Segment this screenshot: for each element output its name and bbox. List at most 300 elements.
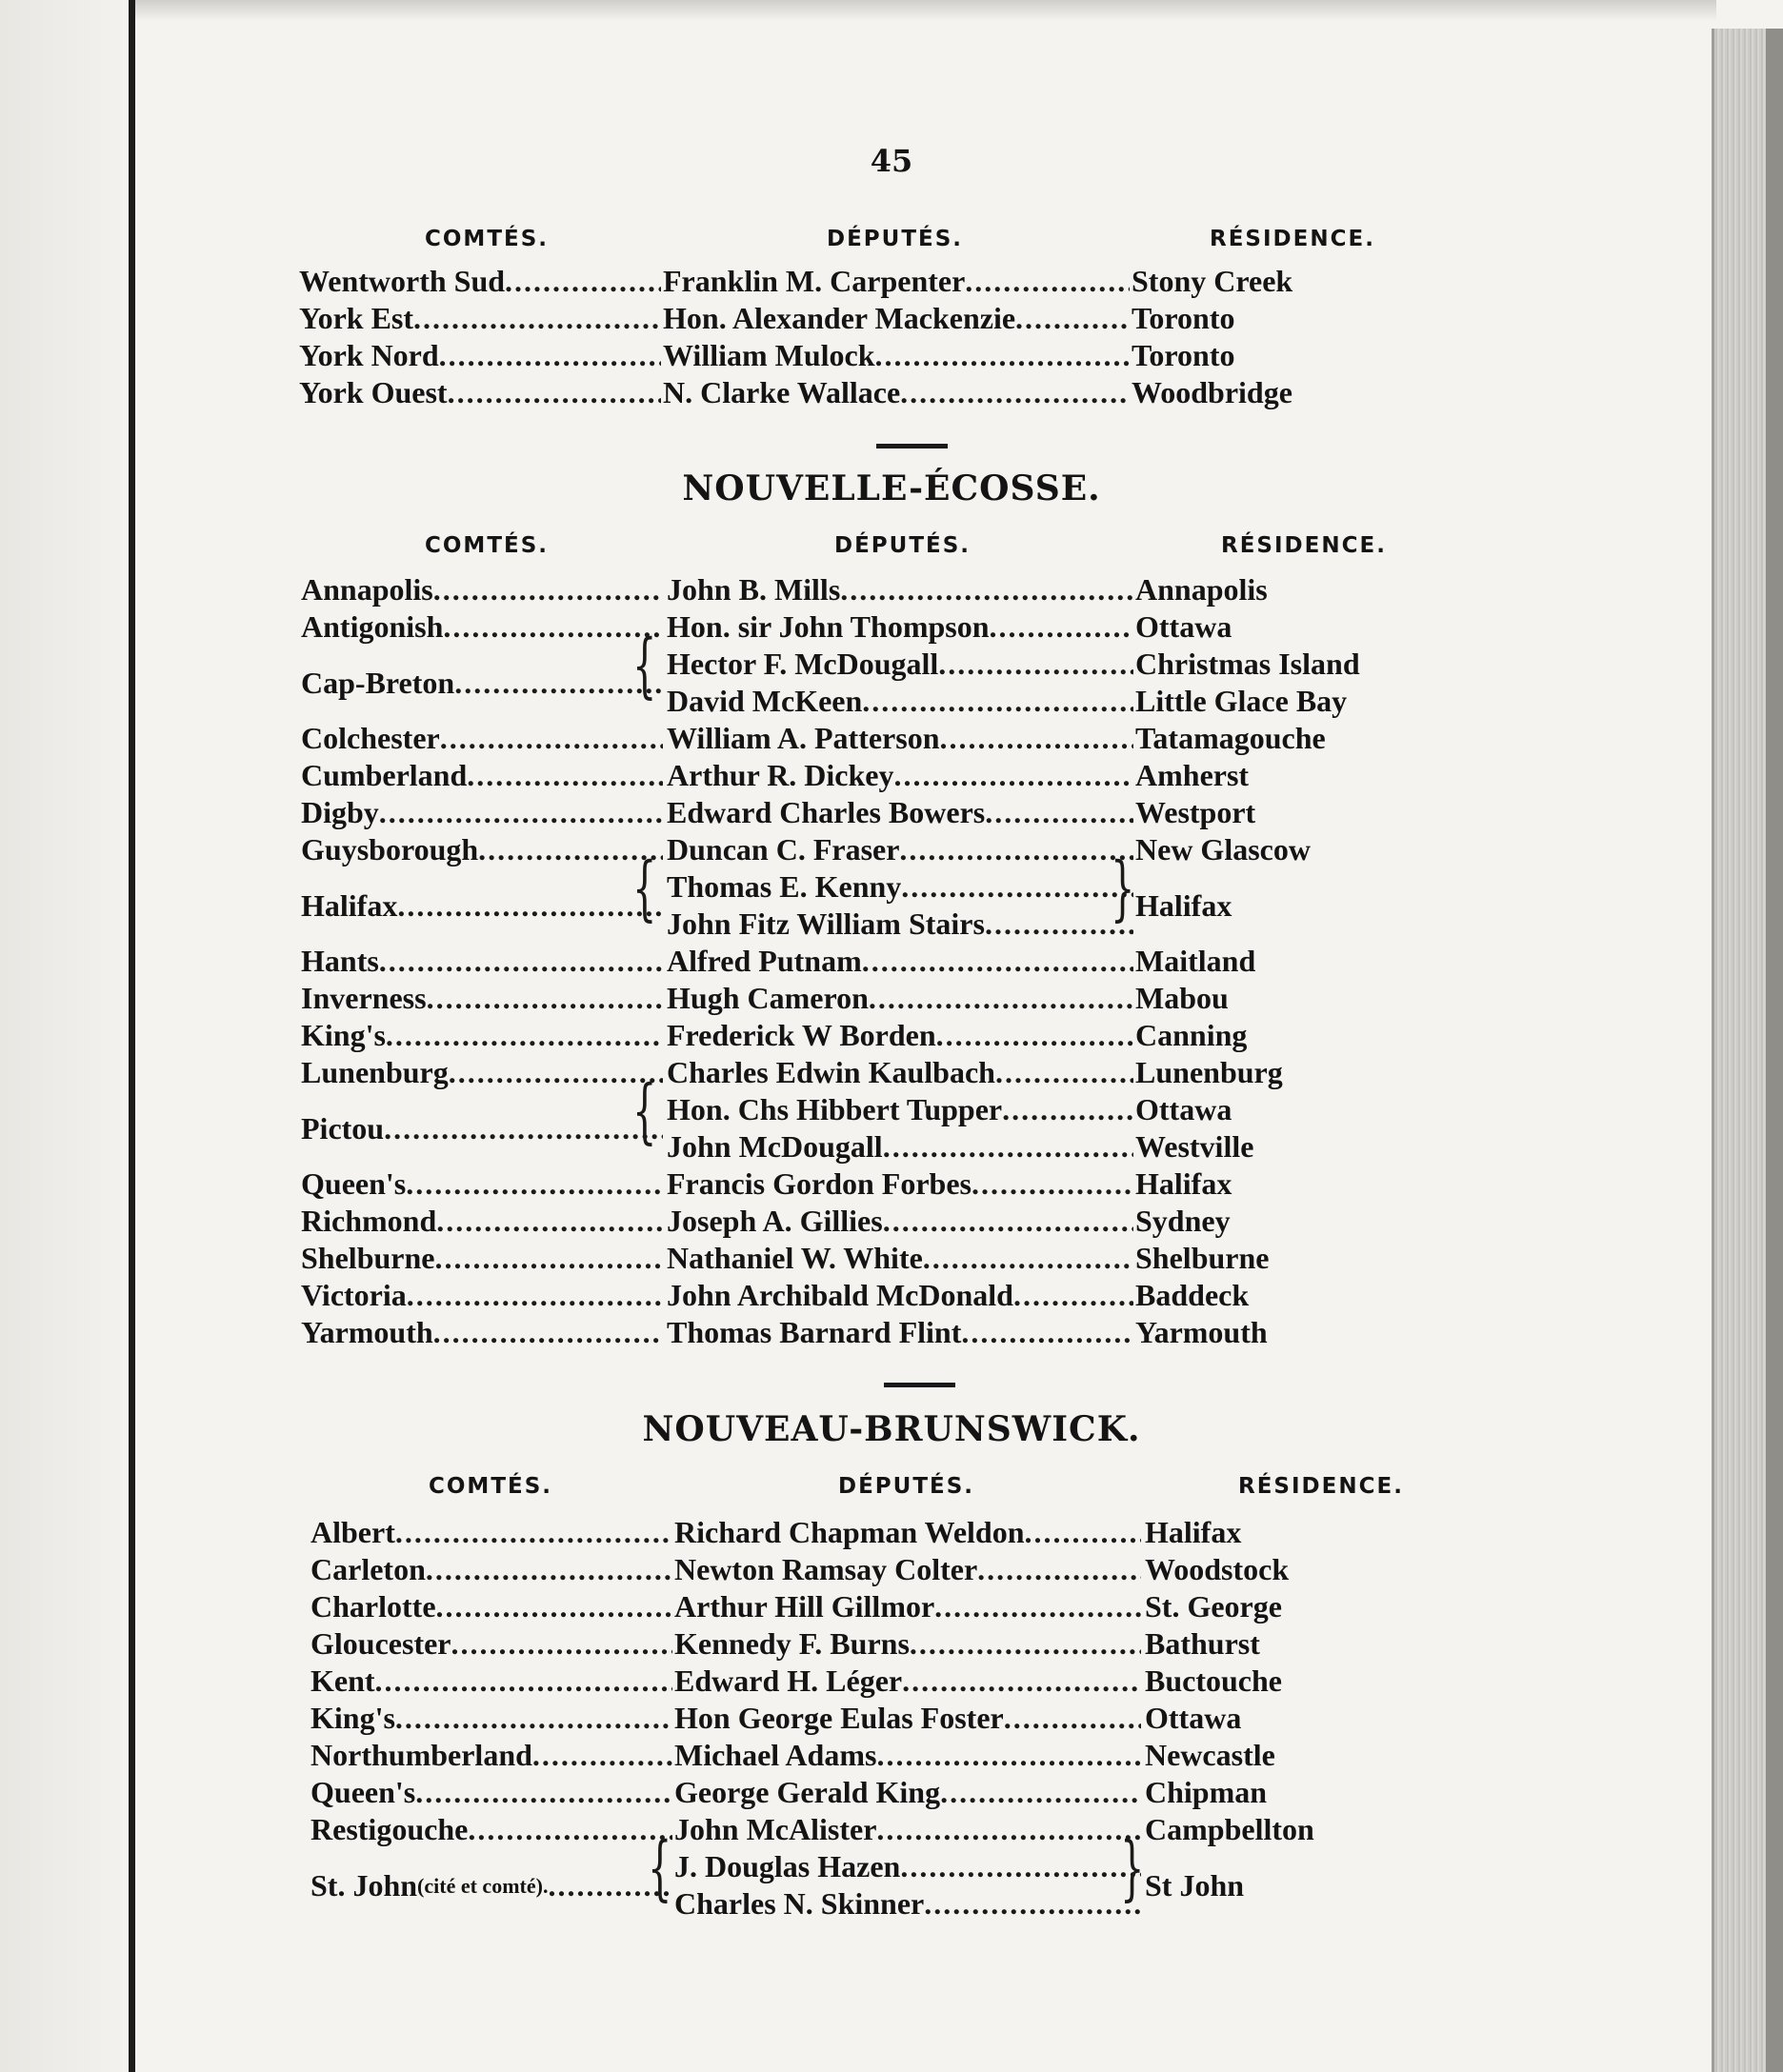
member-name-cell bbox=[674, 1700, 1141, 1737]
leader-dots bbox=[862, 943, 1133, 980]
leader-dots bbox=[883, 1128, 1133, 1166]
member-name-cell bbox=[674, 1848, 1141, 1885]
leader-dots bbox=[900, 1848, 1141, 1885]
leader-dots bbox=[901, 868, 1133, 906]
leader-dots bbox=[862, 683, 1133, 720]
residence-name-cell bbox=[1135, 683, 1459, 720]
residence-name-cell bbox=[1135, 720, 1459, 757]
member-name-cell bbox=[674, 1663, 1141, 1700]
member-name: Hon George Eulas Foster bbox=[674, 1701, 1004, 1735]
residence-name-cell bbox=[1135, 1054, 1459, 1091]
residence-name: Westport bbox=[1135, 795, 1256, 829]
table-row bbox=[0, 374, 1783, 411]
leader-dots bbox=[468, 1811, 672, 1848]
leader-dots bbox=[505, 263, 661, 300]
county-name-cell bbox=[311, 1663, 672, 1700]
table-row bbox=[0, 683, 1783, 720]
county-name: Hants bbox=[301, 944, 379, 978]
member-name-cell bbox=[667, 906, 1133, 943]
header-comtes: COMTÉS. bbox=[429, 1474, 553, 1499]
county-name-cell bbox=[301, 1314, 663, 1351]
residence-name: St John bbox=[1145, 1867, 1245, 1903]
member-name-cell bbox=[667, 608, 1133, 646]
leader-dots bbox=[900, 374, 1130, 411]
leader-dots bbox=[395, 1514, 672, 1551]
county-name-cell bbox=[299, 374, 661, 411]
table-row bbox=[0, 868, 1783, 923]
member-name-cell bbox=[667, 1091, 1133, 1128]
member-name: Edward H. Léger bbox=[674, 1664, 903, 1698]
leader-dots bbox=[899, 831, 1133, 868]
member-name: Richard Chapman Weldon bbox=[674, 1515, 1025, 1549]
county-name: Digby bbox=[301, 795, 379, 829]
residence-name: Ottawa bbox=[1145, 1701, 1242, 1735]
member-name: Kennedy F. Burns bbox=[674, 1626, 910, 1661]
county-name-cell bbox=[301, 608, 663, 646]
table-row bbox=[0, 1811, 1783, 1848]
brace-left: { bbox=[648, 1828, 672, 1910]
residence-name-cell bbox=[1145, 1737, 1469, 1774]
leader-dots bbox=[395, 1700, 672, 1737]
residence-name-cell bbox=[1132, 300, 1455, 337]
leader-dots bbox=[467, 757, 663, 794]
member-name-cell bbox=[667, 683, 1133, 720]
member-name-cell bbox=[667, 1314, 1133, 1351]
residence-name-cell bbox=[1135, 608, 1459, 646]
county-name-cell bbox=[301, 943, 663, 980]
county-name-cell bbox=[311, 1811, 672, 1848]
county-name: Carleton bbox=[311, 1552, 426, 1586]
table-row bbox=[0, 906, 1783, 943]
county-name: King's bbox=[301, 1018, 386, 1052]
table-row bbox=[0, 1737, 1783, 1774]
header-residence: RÉSIDENCE. bbox=[1210, 227, 1375, 251]
leader-dots bbox=[427, 980, 663, 1017]
residence-name: Westville bbox=[1135, 1129, 1254, 1164]
residence-name: Campbellton bbox=[1145, 1812, 1314, 1846]
residence-name-cell bbox=[1145, 1625, 1469, 1663]
member-name: N. Clarke Wallace bbox=[663, 375, 901, 409]
table-row bbox=[0, 1885, 1783, 1923]
table-row bbox=[0, 1054, 1783, 1091]
table-row bbox=[0, 608, 1783, 646]
county-name-cell bbox=[301, 1240, 663, 1277]
county-name: Cap-Breton bbox=[301, 665, 455, 700]
member-name: George Gerald King bbox=[674, 1775, 941, 1809]
residence-name-cell bbox=[1145, 1588, 1469, 1625]
member-name: Arthur Hill Gillmor bbox=[674, 1589, 935, 1624]
member-name-cell bbox=[663, 374, 1130, 411]
leader-dots bbox=[1015, 300, 1130, 337]
county-name-cell bbox=[301, 571, 663, 608]
residence-name: Sydney bbox=[1135, 1204, 1231, 1238]
leader-dots bbox=[443, 608, 663, 646]
member-name: Edward Charles Bowers bbox=[667, 795, 986, 829]
member-name: Hon. sir John Thompson bbox=[667, 609, 990, 644]
county-name-cell bbox=[301, 831, 663, 868]
leader-dots bbox=[1025, 1514, 1142, 1551]
county-name: Wentworth Sud bbox=[299, 264, 506, 298]
table-row bbox=[0, 1663, 1783, 1700]
leader-dots bbox=[440, 720, 663, 757]
member-name-cell bbox=[667, 1277, 1133, 1314]
header-comtes: COMTÉS. bbox=[425, 227, 550, 251]
member-name-cell bbox=[674, 1774, 1141, 1811]
leader-dots bbox=[995, 1054, 1133, 1091]
member-name: Arthur R. Dickey bbox=[667, 758, 894, 792]
county-name: Annapolis bbox=[301, 572, 433, 607]
residence-name: Buctouche bbox=[1145, 1664, 1282, 1698]
member-name-cell bbox=[674, 1514, 1141, 1551]
leader-dots bbox=[985, 906, 1133, 943]
leader-dots bbox=[936, 1017, 1133, 1054]
residence-name: Toronto bbox=[1132, 301, 1235, 335]
table-row bbox=[0, 1551, 1783, 1588]
table-row bbox=[0, 1625, 1783, 1663]
county-name: York Nord bbox=[299, 338, 439, 372]
member-name-cell bbox=[667, 571, 1133, 608]
brace-left: { bbox=[632, 848, 657, 930]
member-name-cell bbox=[667, 794, 1133, 831]
residence-name: New Glascow bbox=[1135, 832, 1311, 867]
table-row bbox=[0, 1017, 1783, 1054]
county-name: St. John bbox=[311, 1867, 418, 1903]
member-name-cell bbox=[667, 980, 1133, 1017]
column-headers-ontario bbox=[0, 227, 1783, 265]
table-row bbox=[0, 1514, 1783, 1551]
table-row bbox=[0, 646, 1783, 700]
leader-dots bbox=[433, 571, 663, 608]
residence-name: Ottawa bbox=[1135, 609, 1232, 644]
county-name: Kent bbox=[311, 1664, 375, 1698]
member-name: Newton Ramsay Colter bbox=[674, 1552, 978, 1586]
residence-name: Christmas Island bbox=[1135, 647, 1360, 681]
member-name-cell bbox=[674, 1551, 1141, 1588]
header-deputes: DÉPUTÉS. bbox=[838, 1474, 975, 1499]
member-name-cell bbox=[667, 943, 1133, 980]
county-name: Queen's bbox=[301, 1166, 407, 1201]
residence-name: Baddeck bbox=[1135, 1278, 1250, 1312]
leader-dots bbox=[876, 1811, 1141, 1848]
county-name-cell bbox=[311, 1774, 672, 1811]
residence-name-cell bbox=[1145, 1700, 1469, 1737]
county-name-cell bbox=[299, 263, 661, 300]
table-row bbox=[0, 1128, 1783, 1166]
residence-name-cell bbox=[1132, 374, 1455, 411]
county-name-cell bbox=[301, 720, 663, 757]
residence-name-cell bbox=[1135, 1128, 1459, 1166]
residence-name-cell bbox=[1145, 1774, 1469, 1811]
residence-name-cell bbox=[1135, 980, 1459, 1017]
member-name: Hon. Alexander Mackenzie bbox=[663, 301, 1016, 335]
member-name-cell bbox=[667, 1054, 1133, 1091]
leader-dots bbox=[434, 1240, 663, 1277]
leader-dots bbox=[451, 1625, 673, 1663]
leader-dots bbox=[433, 1314, 663, 1351]
member-name: Thomas Barnard Flint bbox=[667, 1315, 962, 1349]
residence-name-cell bbox=[1135, 1240, 1459, 1277]
leader-dots bbox=[961, 1314, 1133, 1351]
leader-dots bbox=[938, 646, 1133, 683]
county-name-cell bbox=[311, 1737, 672, 1774]
county-name: Halifax bbox=[301, 887, 398, 923]
member-name-cell bbox=[667, 1166, 1133, 1203]
section-divider bbox=[876, 444, 948, 448]
county-name: Northumberland bbox=[311, 1738, 532, 1772]
leader-dots bbox=[436, 1203, 663, 1240]
leader-dots bbox=[1013, 1277, 1133, 1314]
residence-name: Bathurst bbox=[1145, 1626, 1260, 1661]
leader-dots bbox=[436, 1588, 672, 1625]
leader-dots bbox=[869, 980, 1133, 1017]
member-name: David McKeen bbox=[667, 684, 863, 718]
table-row bbox=[0, 794, 1783, 831]
member-name: William A. Patterson bbox=[667, 721, 940, 755]
county-name: Queen's bbox=[311, 1775, 416, 1809]
table-row bbox=[0, 1277, 1783, 1314]
table-row bbox=[0, 831, 1783, 868]
member-name: John McDougall bbox=[667, 1129, 883, 1164]
member-name: Michael Adams bbox=[674, 1738, 877, 1772]
residence-name-cell bbox=[1145, 1551, 1469, 1588]
member-name: Duncan C. Fraser bbox=[667, 832, 900, 867]
table-row bbox=[0, 263, 1783, 300]
header-comtes: COMTÉS. bbox=[425, 533, 550, 558]
table-row bbox=[0, 1240, 1783, 1277]
table-row bbox=[0, 757, 1783, 794]
table-row bbox=[0, 980, 1783, 1017]
leader-dots bbox=[985, 794, 1133, 831]
county-name: Pictou bbox=[301, 1110, 385, 1146]
table-row bbox=[0, 1588, 1783, 1625]
table-row bbox=[0, 720, 1783, 757]
county-name: Colchester bbox=[301, 721, 440, 755]
member-name: Alfred Putnam bbox=[667, 944, 862, 978]
county-name: Inverness bbox=[301, 981, 427, 1015]
member-name-cell bbox=[667, 1128, 1133, 1166]
member-name-cell bbox=[667, 831, 1133, 868]
table-row bbox=[0, 1848, 1783, 1903]
residence-name: Ottawa bbox=[1135, 1092, 1232, 1126]
member-name-cell bbox=[674, 1625, 1141, 1663]
county-name-cell bbox=[311, 1551, 672, 1588]
county-name-cell bbox=[301, 794, 663, 831]
county-name: King's bbox=[311, 1701, 395, 1735]
county-name: Lunenburg bbox=[301, 1055, 449, 1089]
member-name-cell bbox=[667, 1240, 1133, 1277]
member-name: Joseph A. Gillies bbox=[667, 1204, 883, 1238]
residence-name-cell bbox=[1135, 1017, 1459, 1054]
member-name-cell bbox=[663, 300, 1130, 337]
leader-dots bbox=[934, 1588, 1141, 1625]
residence-name-cell bbox=[1132, 337, 1455, 374]
section-title-nouvelle-ecosse: NOUVELLE-ÉCOSSE. bbox=[682, 468, 1101, 508]
residence-name: St. George bbox=[1145, 1589, 1282, 1624]
leader-dots bbox=[1004, 1700, 1141, 1737]
residence-name-cell bbox=[1145, 1811, 1469, 1848]
member-name: Hugh Cameron bbox=[667, 981, 869, 1015]
member-name: J. Douglas Hazen bbox=[674, 1849, 901, 1883]
member-name-cell bbox=[667, 1017, 1133, 1054]
leader-dots bbox=[426, 1551, 672, 1588]
leader-dots bbox=[407, 1277, 663, 1314]
residence-name-cell bbox=[1135, 1314, 1459, 1351]
county-name-cell bbox=[311, 1625, 672, 1663]
member-name-cell bbox=[674, 1811, 1141, 1848]
county-name: Victoria bbox=[301, 1278, 407, 1312]
county-name: Richmond bbox=[301, 1204, 437, 1238]
county-name-cell bbox=[301, 1054, 663, 1091]
county-name: Cumberland bbox=[301, 758, 468, 792]
county-name: Antigonish bbox=[301, 609, 444, 644]
residence-name-cell bbox=[1135, 1166, 1459, 1203]
county-name-cell bbox=[301, 1017, 663, 1054]
county-name-cell bbox=[301, 1277, 663, 1314]
table-row bbox=[0, 300, 1783, 337]
member-name: John Fitz William Stairs bbox=[667, 906, 985, 941]
residence-name-cell bbox=[1145, 1514, 1469, 1551]
member-name: Hector F. McDougall bbox=[667, 647, 939, 681]
leader-dots bbox=[902, 1663, 1141, 1700]
page-number: 45 bbox=[870, 143, 913, 179]
county-name: York Ouest bbox=[299, 375, 448, 409]
leader-dots bbox=[965, 263, 1130, 300]
residence-name: Canning bbox=[1135, 1018, 1248, 1052]
residence-name: Woodstock bbox=[1145, 1552, 1290, 1586]
member-name-cell bbox=[667, 1203, 1133, 1240]
brace-right: } bbox=[1120, 1828, 1145, 1910]
member-name: Franklin M. Carpenter bbox=[663, 264, 966, 298]
county-name: Albert bbox=[311, 1515, 395, 1549]
leader-dots bbox=[439, 337, 661, 374]
leader-dots bbox=[532, 1737, 672, 1774]
leader-dots bbox=[375, 1663, 672, 1700]
member-name-cell bbox=[663, 337, 1130, 374]
leader-dots bbox=[977, 1551, 1141, 1588]
leader-dots bbox=[894, 757, 1134, 794]
leader-dots bbox=[448, 374, 661, 411]
residence-name-cell bbox=[1135, 943, 1459, 980]
residence-name: Yarmouth bbox=[1135, 1315, 1268, 1349]
member-name-cell bbox=[674, 1588, 1141, 1625]
county-name: Shelburne bbox=[301, 1241, 435, 1275]
brace-left: { bbox=[632, 1071, 657, 1153]
table-row bbox=[0, 1166, 1783, 1203]
leader-dots bbox=[923, 1240, 1133, 1277]
header-residence: RÉSIDENCE. bbox=[1221, 533, 1387, 558]
county-name-cell bbox=[311, 1514, 672, 1551]
residence-name: Little Glace Bay bbox=[1135, 684, 1348, 718]
leader-dots bbox=[379, 794, 663, 831]
section-title-nouveau-brunswick: NOUVEAU-BRUNSWICK. bbox=[642, 1409, 1141, 1449]
residence-name: Woodbridge bbox=[1132, 375, 1292, 409]
residence-name-cell bbox=[1135, 571, 1459, 608]
residence-name: Annapolis bbox=[1135, 572, 1268, 607]
residence-name-cell bbox=[1135, 1091, 1459, 1128]
leader-dots bbox=[972, 1166, 1133, 1203]
residence-name-cell bbox=[1145, 1663, 1469, 1700]
member-name: Francis Gordon Forbes bbox=[667, 1166, 972, 1201]
column-headers-nouveau-brunswick bbox=[0, 1474, 1783, 1512]
leader-dots bbox=[386, 1017, 663, 1054]
residence-name: Chipman bbox=[1145, 1775, 1268, 1809]
residence-name: Stony Creek bbox=[1132, 264, 1293, 298]
brace-left: { bbox=[632, 626, 657, 707]
county-name-cell bbox=[299, 337, 661, 374]
county-name-cell bbox=[311, 1588, 672, 1625]
table-row bbox=[0, 337, 1783, 374]
header-deputes: DÉPUTÉS. bbox=[834, 533, 972, 558]
member-name-cell bbox=[674, 1737, 1141, 1774]
residence-name: Halifax bbox=[1135, 887, 1232, 923]
leader-dots bbox=[1002, 1091, 1133, 1128]
section-divider bbox=[884, 1383, 955, 1387]
member-name-cell bbox=[667, 757, 1133, 794]
leader-dots bbox=[449, 1054, 663, 1091]
member-name: William Mulock bbox=[663, 338, 875, 372]
brace-right: } bbox=[1111, 848, 1135, 930]
county-name-cell bbox=[301, 1203, 663, 1240]
member-name: John Archibald McDonald bbox=[667, 1278, 1013, 1312]
residence-name: Shelburne bbox=[1135, 1241, 1270, 1275]
header-deputes: DÉPUTÉS. bbox=[827, 227, 964, 251]
residence-name: Amherst bbox=[1135, 758, 1250, 792]
leader-dots bbox=[379, 943, 663, 980]
table-row bbox=[0, 943, 1783, 980]
member-name: Frederick W Borden bbox=[667, 1018, 936, 1052]
residence-name: Halifax bbox=[1135, 1166, 1232, 1201]
residence-name: Newcastle bbox=[1145, 1738, 1275, 1772]
residence-name: Tatamagouche bbox=[1135, 721, 1326, 755]
leader-dots bbox=[876, 1737, 1141, 1774]
column-headers-nouvelle-ecosse bbox=[0, 533, 1783, 571]
residence-name: Toronto bbox=[1132, 338, 1235, 372]
member-name: Nathaniel W. White bbox=[667, 1241, 923, 1275]
leader-dots bbox=[883, 1203, 1133, 1240]
county-name: Gloucester bbox=[311, 1626, 451, 1661]
residence-name-cell bbox=[1135, 1277, 1459, 1314]
member-name-cell bbox=[667, 720, 1133, 757]
residence-name-cell bbox=[1135, 794, 1459, 831]
county-name-cell bbox=[311, 1700, 672, 1737]
member-name: Charles N. Skinner bbox=[674, 1886, 925, 1921]
county-name-cell bbox=[301, 757, 663, 794]
county-name-cell bbox=[301, 1166, 663, 1203]
member-name-cell bbox=[674, 1885, 1141, 1923]
leader-dots bbox=[415, 1774, 672, 1811]
county-name: York Est bbox=[299, 301, 414, 335]
leader-dots bbox=[924, 1885, 1141, 1923]
residence-name: Maitland bbox=[1135, 944, 1256, 978]
member-name: John McAlister bbox=[674, 1812, 877, 1846]
table-row bbox=[0, 1774, 1783, 1811]
table-row bbox=[0, 1700, 1783, 1737]
member-name-cell bbox=[667, 646, 1133, 683]
county-name: Guysborough bbox=[301, 832, 479, 867]
member-name-cell bbox=[667, 868, 1133, 906]
residence-name-cell bbox=[1135, 831, 1459, 868]
residence-name-cell bbox=[1135, 1203, 1459, 1240]
table-row bbox=[0, 571, 1783, 608]
member-name-cell bbox=[663, 263, 1130, 300]
residence-name-cell bbox=[1135, 646, 1459, 683]
residence-name: Lunenburg bbox=[1135, 1055, 1283, 1089]
member-name: Hon. Chs Hibbert Tupper bbox=[667, 1092, 1003, 1126]
residence-name-cell bbox=[1132, 263, 1455, 300]
county-name-cell bbox=[299, 300, 661, 337]
county-name: Yarmouth bbox=[301, 1315, 433, 1349]
residence-name: Mabou bbox=[1135, 981, 1229, 1015]
